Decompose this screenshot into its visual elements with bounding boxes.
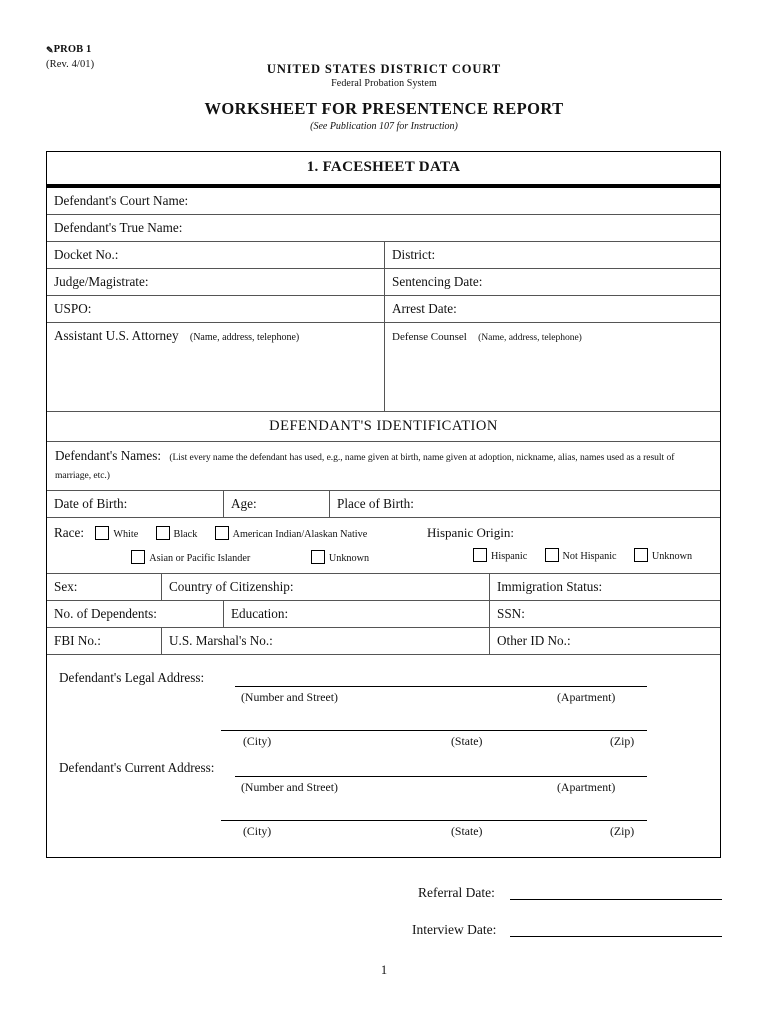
- field-age[interactable]: Age:: [223, 491, 329, 517]
- worksheet-instruction: (See Publication 107 for Instruction): [310, 121, 458, 132]
- hispanic-origin-group: [427, 524, 706, 565]
- label-hispanic-unknown: Unknown: [651, 551, 693, 562]
- field-defendant-true-name[interactable]: Defendant's True Name:: [54, 220, 183, 235]
- current-address-street-row: [55, 759, 712, 801]
- field-assistant-us-attorney[interactable]: [47, 323, 384, 411]
- section-title-facesheet: 1. FACESHEET DATA: [306, 159, 461, 175]
- field-ssn[interactable]: SSN:: [489, 601, 720, 627]
- caption-zip-legal: (Zip): [610, 734, 635, 748]
- caption-state-current: (State): [451, 824, 483, 838]
- current-address-street-line[interactable]: [235, 776, 647, 777]
- defendant-names-hint: (List every name the defendant has used, e.g., name given at birth, name given at adoption, nickname, alias, names used as a result of marriage, etc.): [55, 452, 675, 481]
- field-education[interactable]: Education:: [223, 601, 489, 627]
- field-judge-magistrate[interactable]: Judge/Magistrate:: [54, 274, 149, 289]
- row-fbi-marshal-otherid: [47, 628, 720, 655]
- field-district[interactable]: District:: [384, 242, 720, 268]
- checkbox-race-asian-pacific[interactable]: [131, 550, 145, 564]
- caption-state-legal: (State): [451, 734, 483, 748]
- referral-date-label: Referral Date:: [418, 885, 495, 900]
- row-uspo-arrest: [47, 296, 720, 323]
- race-label: Race:: [54, 525, 85, 540]
- label-race-asian-pacific: Asian or Pacific Islander: [149, 553, 251, 564]
- ausa-hint: (Name, address, telephone): [189, 332, 300, 343]
- legal-address-label: Defendant's Legal Address:: [59, 670, 205, 685]
- caption-number-street-current: (Number and Street): [241, 780, 338, 794]
- court-title: UNITED STATES DISTRICT COURT: [266, 62, 502, 76]
- caption-apartment-current: (Apartment): [557, 780, 616, 794]
- row-docket-district: [47, 242, 720, 269]
- checkbox-not-hispanic[interactable]: [545, 548, 559, 562]
- field-defendant-court-name[interactable]: Defendant's Court Name:: [54, 193, 189, 208]
- facesheet-form-box: [46, 151, 721, 858]
- label-race-black: Black: [173, 529, 198, 540]
- current-address-label: Defendant's Current Address:: [59, 760, 215, 775]
- referral-date-line[interactable]: [510, 899, 722, 900]
- checkbox-hispanic-unknown[interactable]: [634, 548, 648, 562]
- caption-number-street-legal: (Number and Street): [241, 690, 338, 704]
- section-title-identification: DEFENDANT'S IDENTIFICATION: [47, 412, 720, 442]
- race-hispanic-group: [47, 518, 720, 573]
- defense-counsel-label: Defense Counsel: [392, 331, 467, 343]
- checkbox-race-white[interactable]: [95, 526, 109, 540]
- field-defendant-names[interactable]: [47, 442, 720, 490]
- current-address-city-line[interactable]: [221, 820, 647, 821]
- hispanic-options-line: [473, 546, 706, 565]
- field-docket-no[interactable]: Docket No.:: [54, 247, 119, 262]
- row-dependents-education-ssn: [47, 601, 720, 628]
- label-race-white: White: [113, 529, 139, 540]
- row-defendant-court-name: [47, 188, 720, 215]
- current-address-city-row: [55, 801, 712, 847]
- page-number: 1: [380, 963, 388, 977]
- worksheet-title: WORKSHEET FOR PRESENTENCE REPORT: [204, 99, 564, 118]
- legal-address-city-line[interactable]: [221, 730, 647, 731]
- ausa-label: Assistant U.S. Attorney: [54, 328, 179, 343]
- field-defense-counsel[interactable]: [384, 323, 720, 411]
- row-defendant-true-name: [47, 215, 720, 242]
- caption-city-legal: (City): [243, 734, 272, 748]
- legal-address-street-line[interactable]: [235, 686, 647, 687]
- form-number: PROB 1: [53, 44, 92, 55]
- legal-address-city-row: [55, 711, 712, 757]
- caption-apartment-legal: (Apartment): [557, 690, 616, 704]
- field-date-of-birth[interactable]: Date of Birth:: [54, 496, 128, 511]
- field-immigration-status[interactable]: Immigration Status:: [489, 574, 720, 600]
- label-race-american-indian: American Indian/Alaskan Native: [232, 529, 368, 540]
- row-counsel: [47, 323, 720, 412]
- field-uspo[interactable]: USPO:: [54, 301, 92, 316]
- field-sentencing-date[interactable]: Sentencing Date:: [384, 269, 720, 295]
- quill-icon: ✎: [46, 45, 54, 55]
- interview-date-label: Interview Date:: [412, 922, 497, 937]
- caption-zip-current: (Zip): [610, 824, 635, 838]
- field-fbi-no[interactable]: FBI No.:: [54, 633, 101, 648]
- checkbox-race-black[interactable]: [156, 526, 170, 540]
- label-not-hispanic: Not Hispanic: [562, 551, 617, 562]
- row-dob-age-pob: [47, 491, 720, 518]
- field-us-marshals-no[interactable]: U.S. Marshal's No.:: [161, 628, 489, 654]
- checkbox-hispanic[interactable]: [473, 548, 487, 562]
- label-race-unknown: Unknown: [328, 553, 370, 564]
- form-number-line: [46, 42, 94, 57]
- row-defendant-names: [47, 442, 720, 491]
- field-place-of-birth[interactable]: Place of Birth:: [329, 491, 720, 517]
- legal-address-street-row: [55, 669, 712, 711]
- field-sex[interactable]: Sex:: [54, 579, 78, 594]
- interview-date-line[interactable]: [510, 936, 722, 937]
- court-subtitle: Federal Probation System: [331, 78, 437, 89]
- field-arrest-date[interactable]: Arrest Date:: [384, 296, 720, 322]
- address-block: [47, 655, 720, 857]
- field-country-of-citizenship[interactable]: Country of Citizenship:: [161, 574, 489, 600]
- row-sex-citizenship-immigration: [47, 574, 720, 601]
- checkbox-race-unknown[interactable]: [311, 550, 325, 564]
- field-other-id-no[interactable]: Other ID No.:: [489, 628, 720, 654]
- field-no-of-dependents[interactable]: No. of Dependents:: [54, 606, 157, 621]
- hispanic-origin-label: Hispanic Origin:: [427, 525, 515, 540]
- form-revision: (Rev. 4/01): [46, 59, 95, 70]
- defendant-names-label: Defendant's Names:: [55, 448, 162, 463]
- checkbox-race-american-indian[interactable]: [215, 526, 229, 540]
- label-hispanic: Hispanic: [491, 551, 528, 562]
- row-race-hispanic: [47, 518, 720, 574]
- row-addresses: [47, 655, 720, 857]
- caption-city-current: (City): [243, 824, 272, 838]
- defense-counsel-hint: (Name, address, telephone): [478, 332, 582, 343]
- row-judge-sentencing: [47, 269, 720, 296]
- section-header-row: [47, 152, 720, 188]
- row-identification-title: [47, 412, 720, 442]
